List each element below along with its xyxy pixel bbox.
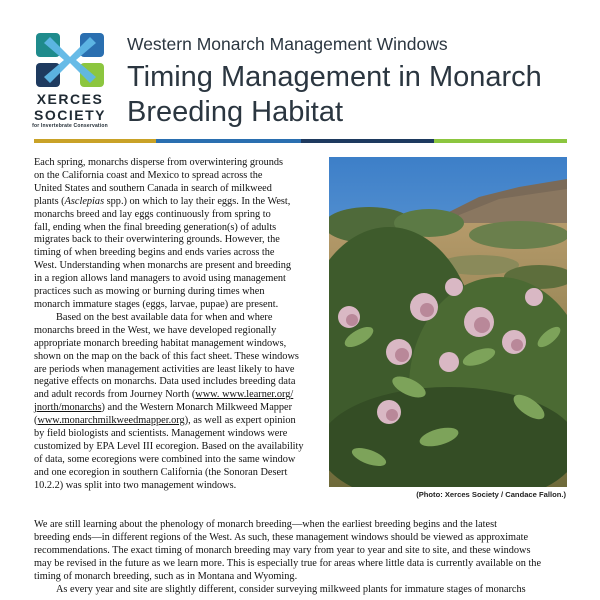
logo-word-xerces: XERCES (36, 91, 104, 107)
xerces-x-logo-icon (36, 33, 104, 87)
text-line: timing of monarch breeding, such as in Montana and Wyoming. (34, 570, 298, 582)
text-segment: plants ( (34, 195, 65, 207)
text-line: Based on the best available data for when and where (56, 311, 273, 323)
text-segment: ) and the Western Monarch Milkweed Mapper (101, 402, 293, 414)
paragraph-1 (34, 157, 316, 312)
paragraph-3 (34, 519, 574, 584)
text-line: appropriate monarch breeding habitat management windows, (34, 337, 287, 349)
text-line (34, 389, 316, 402)
text-line: recommendations. The exact timing of monarch breeding may vary from year to year and site to site, and these windows (34, 544, 531, 556)
text-line: monarch immature stages (eggs, larvae, pupae) are present. (34, 298, 279, 310)
text-segment: ( (34, 415, 38, 427)
text-line: fall, ending when the final breeding generation(s) of adults (34, 221, 277, 233)
text-line: West. Understanding when monarchs are present and breeding (34, 260, 292, 272)
text-line: on the California coast and Mexico to spread across the (34, 169, 263, 181)
italic-text: Asclepias (64, 195, 105, 207)
paragraph-2 (34, 312, 316, 493)
full-width-text (34, 519, 574, 596)
text-line: negative effects on monarchs. Data used includes breeding data (34, 376, 296, 388)
title-line-1: Timing Management in Monarch (127, 61, 542, 93)
text-line: are periods when management activities are least likely to have (34, 363, 295, 375)
xerces-logo (32, 33, 108, 129)
text-line: 10.2.2) was split into two management windows. (34, 479, 237, 491)
text-line: customized by EPA Level III ecoregion. Based on the availability (34, 440, 304, 452)
intro-column (34, 157, 316, 493)
text-line (34, 415, 316, 428)
header-rule-segment (301, 139, 434, 143)
text-segment: and adult records from Journey North ( (34, 389, 196, 401)
header-rule-segment (156, 139, 301, 143)
text-segment: spp.) on which to lay their eggs. In the West, (104, 195, 291, 207)
text-line: We are still learning about the phenology of monarch breeding—when the earliest breeding begins and the latest (34, 519, 497, 530)
series-subtitle: Western Monarch Management Windows (127, 34, 448, 54)
web-link[interactable]: www. www.learner.org/ (195, 389, 294, 401)
text-line: by field biologists and scientists. Management windows were (34, 428, 288, 440)
text-line: United States and southern Canada in search of milkweed (34, 182, 272, 194)
milkweed-photo (329, 157, 567, 487)
text-line: of data, some ecoregions were combined into the same window (34, 453, 296, 465)
text-line: practices such as mowing or burning during times when (34, 286, 265, 298)
web-link[interactable]: www.monarchmilkweedmapper.org (37, 415, 185, 427)
header-rule-segment (434, 139, 567, 143)
photo-caption: (Photo: Xerces Society / Candace Fallon.) (416, 490, 566, 499)
logo-tagline: for Invertebrate Conservation (32, 123, 108, 129)
text-line: and one ecoregion in southern California (the Sonoran Desert (34, 466, 288, 478)
text-segment: ), as well as expert opinion (184, 415, 296, 427)
text-line: in a region allows land managers to avoid using management (34, 273, 286, 285)
text-line: Each spring, monarchs disperse from overwintering grounds (34, 157, 284, 168)
text-line: monarchs breed in the West, we have developed regionally (34, 324, 277, 336)
title-line-2: Breeding Habitat (127, 96, 344, 128)
text-line: may be revised in the future as we learn more. This is especially true for areas where little data is currently available on the (34, 557, 542, 569)
text-line: migrates back to their overwintering grounds. However, the (34, 234, 280, 246)
paragraph-4: As every year and site are slightly different, consider surveying milkweed plants for immature stages of monarchs (56, 583, 526, 595)
text-line: shown on the map on the back of this fact sheet. These windows (34, 350, 299, 362)
text-line: timing of when breeding begins and ends varies across the (34, 247, 275, 259)
text-line: monarchs breed and lay eggs continuously from spring to (34, 208, 271, 220)
text-line: breeding ends—in different regions of the West. As such, these management windows should be viewed as approximate (34, 531, 529, 543)
milkweed-habitat-image (329, 157, 567, 487)
header-rule-segment (34, 139, 156, 143)
logo-word-society: SOCIETY (34, 107, 106, 123)
page-title (127, 60, 542, 130)
text-line (34, 196, 316, 209)
text-line (34, 402, 316, 415)
web-link[interactable]: jnorth/monarchs (34, 402, 102, 414)
